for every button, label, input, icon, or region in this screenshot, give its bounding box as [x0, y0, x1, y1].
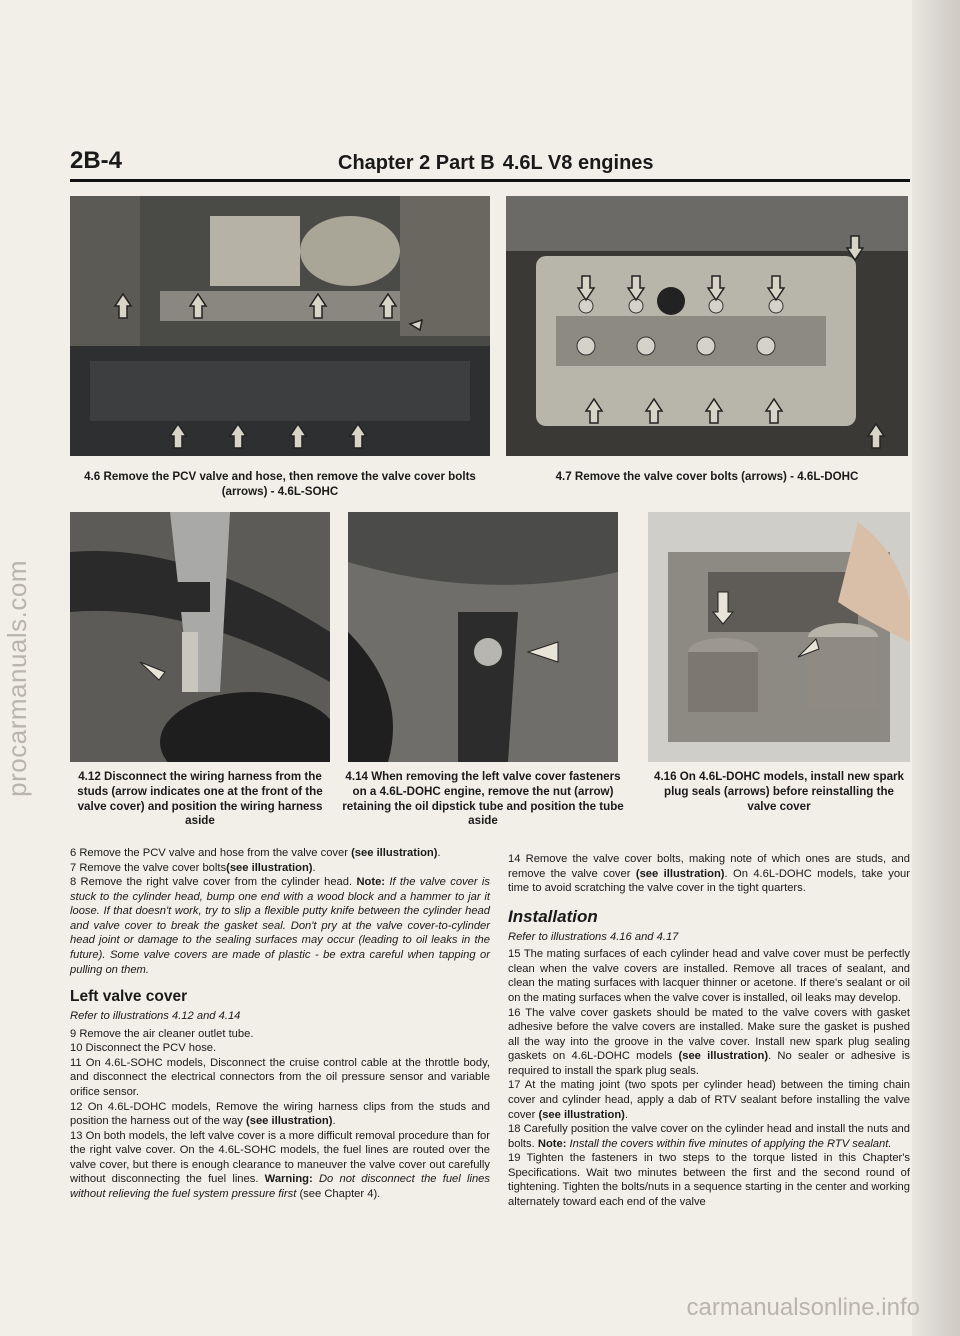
figure-4-12-photo	[70, 512, 330, 762]
figure-4-12-caption: 4.12 Disconnect the wiring harness from the studs (arrow indicates one at the front of the valve cover) and position the wiring harness aside	[77, 770, 323, 828]
step-10: 10 Disconnect the PCV hose.	[70, 1042, 217, 1055]
step-8: 8 Remove the right valve cover from the cylinder head. Note: If the valve cover is stuck to the cylinder head, bump one end with a wood block and a hammer to jar it loose. If that doesn't work, try to slip a flexible putty knife between the cylinder head and valve cover to break the gasket seal. Don't pry at the valve cover-to-cylinder head joint or damage to the sealing surfaces may occur (leading to oil leaks in the future). Some valve covers are made of plastic - be extra careful when tapping or pulling on them.	[70, 876, 490, 976]
page-header	[70, 148, 910, 182]
step-9: 9 Remove the air cleaner outlet tube.	[70, 1027, 254, 1040]
step-11: 11 On 4.6L-SOHC models, Disconnect the cruise control cable at the throttle body, and disconnect the electrical connectors from the oil pressure sensor and variable orifice sensor.	[70, 1056, 490, 1099]
side-watermark: procarmanuals.com	[2, 560, 32, 797]
figure-4-6-photo	[70, 196, 490, 456]
figure-4-16-caption: 4.16 On 4.6L-DOHC models, install new spark plug seals (arrows) before reinstalling the valve cover	[654, 770, 904, 813]
step-12: 12 On 4.6L-DOHC models, Remove the wiring harness clips from the studs and position the harness out of the way (see illustration).	[70, 1100, 490, 1128]
figure-4-6-caption: 4.6 Remove the PCV valve and hose, then remove the valve cover bolts (arrows) - 4.6L-SOHC	[84, 470, 476, 498]
step-17: 17 At the mating joint (two spots per cylinder head) between the timing chain cover and cylinder head, apply a dab of RTV sealant before installing the valve cover (see illustration).	[508, 1079, 910, 1121]
step-7: 7 Remove the valve cover bolts(see illustration).	[70, 861, 316, 874]
figure-4-14-photo	[348, 512, 618, 762]
bottom-watermark: carmanualsonline.info	[686, 1294, 920, 1321]
figure-4-14-caption: 4.14 When removing the left valve cover fasteners on a 4.6L-DOHC engine, remove the nut (arrow) retaining the oil dipstick tube and position the tube aside	[342, 770, 624, 828]
illustration-reference: Refer to illustrations 4.12 and 4.14	[70, 1010, 241, 1023]
figure-4-7-photo	[506, 196, 908, 456]
figure-4-7-caption: 4.7 Remove the valve cover bolts (arrows) - 4.6L-DOHC	[555, 470, 859, 483]
page-number: 2B-4	[70, 147, 123, 174]
step-19: 19 Tighten the fasteners in two steps to the torque listed in this Chapter's Specifications. Wait two minutes between the first and the second round of tightening. Tighten the bolts/nuts in a sequence starting in the center and working alternately toward each end of the valve	[508, 1152, 910, 1208]
right-text-column	[508, 852, 910, 1209]
step-6: 6 Remove the PCV valve and hose from the valve cover (see illustration).	[70, 847, 441, 859]
illustration-reference: Refer to illustrations 4.16 and 4.17	[508, 930, 679, 943]
figure-4-16-photo	[648, 512, 910, 762]
section-heading-left-valve-cover: Left valve cover	[70, 988, 188, 1006]
chapter-subject: 4.6L V8 engines	[502, 152, 654, 174]
step-15: 15 The mating surfaces of each cylinder head and valve cover must be perfectly clean when the valve covers are installed. Remove all traces of sealant, and clean the mating surfaces with lacquer thinner or acetone. If there's sealant or oil on the mating surfaces when the valve cover is installed, oil leaks may develop.	[508, 948, 910, 1005]
left-text-column	[70, 846, 490, 1202]
step-16: 16 The valve cover gaskets should be mated to the valve covers with gasket adhesive before the valve covers are installed. Make sure the gasket is pushed all the way into the groove in the valve cover. Install new spark plug sealing gaskets on 4.6L-DOHC models (see illustration). No sealer or adhesive is required to install the spark plug seals.	[508, 1006, 910, 1077]
step-14: 14 Remove the valve cover bolts, making note of which ones are studs, and remove the valve cover (see illustration). On 4.6L-DOHC models, take your time to avoid scratching the valve cover in the tight quarters.	[508, 853, 910, 895]
section-heading-installation: Installation	[508, 906, 598, 926]
chapter-label: Chapter 2 Part B	[338, 152, 495, 174]
step-13: 13 On both models, the left valve cover is a more difficult removal procedure than for the right valve cover. On the 4.6L-SOHC models, the fuel lines are routed over the valve cover, but there is enough clearance to maneuver the valve cover out carefully without disconnecting the fuel lines. Warning: Do not disconnect the fuel lines without relieving the fuel system pressure first (see Chapter 4).	[70, 1129, 490, 1200]
step-18: 18 Carefully position the valve cover on the cylinder head and install the nuts and bolts. Note: Install the covers within five minutes of applying the RTV sealant.	[508, 1123, 910, 1150]
chapter-title	[338, 152, 654, 175]
page-edge-shadow	[912, 0, 960, 1336]
